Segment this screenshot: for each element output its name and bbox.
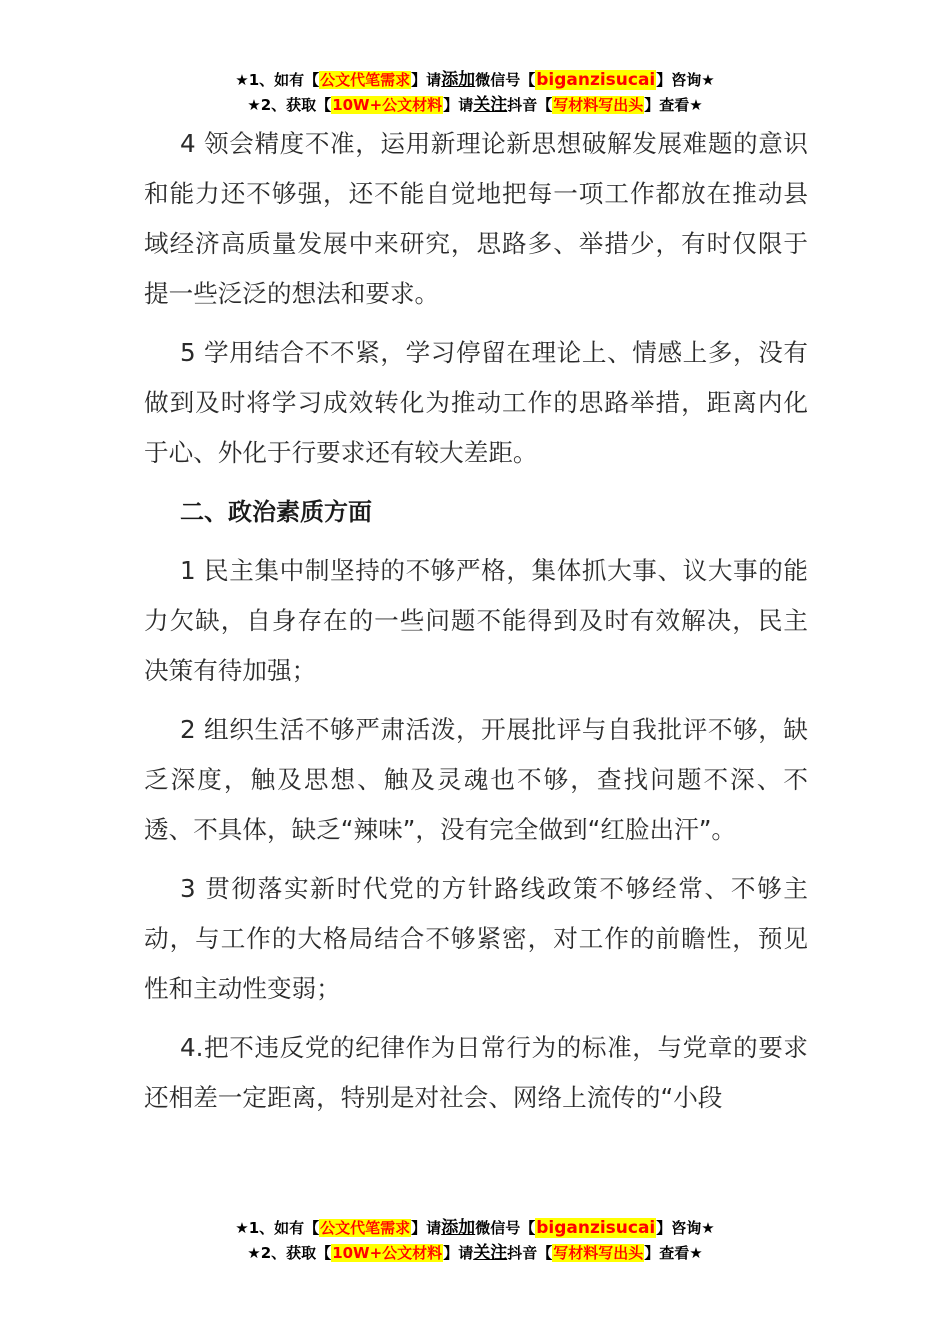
banner-underlined-text: 添加 (441, 70, 476, 90)
footer-banner (0, 1216, 950, 1266)
banner-text: 】请 (443, 96, 474, 114)
banner-highlight-wechat-id: biganzisucai (536, 70, 656, 90)
banner-text: 】请 (411, 71, 442, 89)
banner-text: 抖音【 (507, 96, 553, 114)
paragraph: 5 学用结合不不紧，学习停留在理论上、情感上多，没有做到及时将学习成效转化为推动工作的思路举措，距离内化于心、外化于行要求还有较大差距。 (144, 338, 808, 467)
banner-text: 】咨询★ (656, 1219, 715, 1237)
banner-line-1 (0, 68, 950, 93)
document-body (144, 119, 808, 1132)
banner-highlight-materials: 10W+公文材料 (332, 1244, 443, 1262)
paragraph: 4 领会精度不准，运用新理论新思想破解发展难题的意识和能力还不够强，还不能自觉地把每一项工作都放在推动县域经济高质量发展中来研究，思路多、举措少，有时仅限于提一些泛泛的想法和要求。 (144, 129, 808, 308)
paragraph: 4.把不违反党的纪律作为日常行为的标准，与党章的要求还相差一定距离，特别是对社会、网络上流传的“小段 (144, 1033, 808, 1112)
banner-text: ★1、如有【 (235, 71, 320, 89)
banner-text: 】咨询★ (656, 71, 715, 89)
banner-underlined-text: 关注 (473, 1243, 508, 1263)
banner-line-2 (0, 1241, 950, 1266)
paragraph: 1 民主集中制坚持的不够严格，集体抓大事、议大事的能力欠缺，自身存在的一些问题不能得到及时有效解决，民主决策有待加强； (144, 556, 808, 685)
banner-text: 】请 (411, 1219, 442, 1237)
banner-highlight-douyin: 写材料写出头 (553, 1244, 644, 1262)
header-banner (0, 68, 950, 118)
banner-underlined-text: 关注 (473, 95, 508, 115)
paragraph: 3 贯彻落实新时代党的方针路线政策不够经常、不够主动，与工作的大格局结合不够紧密，对工作的前瞻性，预见性和主动性变弱； (144, 874, 808, 1003)
banner-highlight-service: 公文代笔需求 (320, 71, 411, 89)
banner-line-2 (0, 93, 950, 118)
banner-highlight-materials: 10W+公文材料 (332, 96, 443, 114)
section-heading: 二、政治素质方面 (180, 498, 372, 526)
banner-text: 微信号【 (475, 71, 536, 89)
banner-text: 】查看★ (644, 1244, 703, 1262)
banner-highlight-service: 公文代笔需求 (320, 1219, 411, 1237)
banner-underlined-text: 添加 (441, 1218, 476, 1238)
banner-highlight-wechat-id: biganzisucai (536, 1218, 656, 1238)
banner-text: ★1、如有【 (235, 1219, 320, 1237)
banner-text: 抖音【 (507, 1244, 553, 1262)
banner-text: ★2、获取【 (247, 96, 332, 114)
banner-text: 】请 (443, 1244, 474, 1262)
banner-line-1 (0, 1216, 950, 1241)
banner-text: 微信号【 (475, 1219, 536, 1237)
banner-text: 】查看★ (644, 96, 703, 114)
banner-highlight-douyin: 写材料写出头 (553, 96, 644, 114)
paragraph: 2 组织生活不够严肃活泼，开展批评与自我批评不够，缺乏深度，触及思想、触及灵魂也不够，查找问题不深、不透、不具体，缺乏“辣味”，没有完全做到“红脸出汗”。 (144, 715, 808, 844)
banner-text: ★2、获取【 (247, 1244, 332, 1262)
